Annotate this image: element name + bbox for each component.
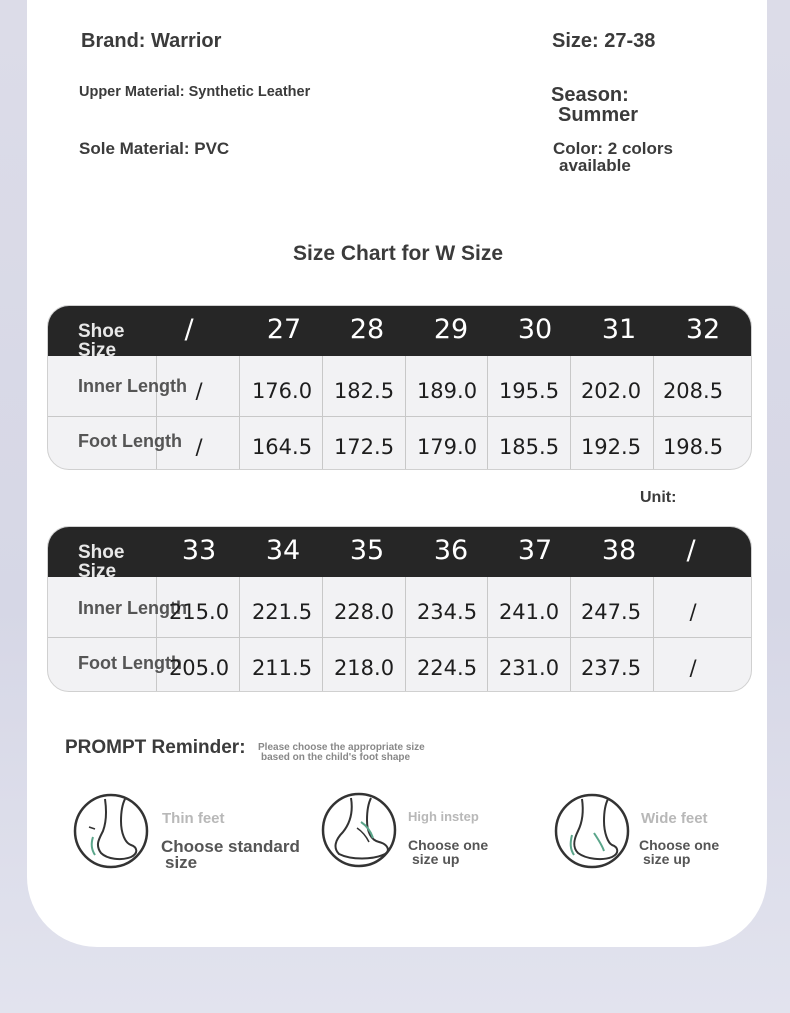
unit-label: Unit: bbox=[640, 489, 677, 506]
foot-high-instep-icon bbox=[321, 792, 397, 868]
tip-text-high-instep bbox=[408, 838, 488, 866]
table-cell: / bbox=[195, 435, 203, 459]
color-label: Color: 2 colors bbox=[553, 139, 673, 158]
tip-title-high-instep: High instep bbox=[408, 809, 479, 824]
table-cell: / bbox=[689, 656, 697, 680]
tip-text-high-instep-line2: size up bbox=[412, 851, 460, 867]
table-cell: 198.5 bbox=[662, 435, 724, 459]
size-cell: 32 bbox=[685, 314, 721, 345]
prompt-note bbox=[258, 743, 425, 763]
tip-text-wide bbox=[639, 838, 719, 866]
header-label bbox=[78, 322, 148, 360]
table-cell: 224.5 bbox=[416, 656, 478, 680]
size-cell: 29 bbox=[433, 314, 469, 345]
table-cell: 179.0 bbox=[416, 435, 478, 459]
table-cell: 215.0 bbox=[168, 600, 230, 624]
table-cell: 234.5 bbox=[416, 600, 478, 624]
table-cell: 228.0 bbox=[333, 600, 395, 624]
table-cell: 195.5 bbox=[498, 379, 560, 403]
table-cell: / bbox=[195, 379, 203, 403]
size-table-2 bbox=[47, 526, 752, 692]
size-range-text: Size: 27-38 bbox=[552, 30, 656, 52]
row-label-foot-length: Foot Length bbox=[78, 431, 182, 451]
row-divider bbox=[48, 637, 751, 638]
table-cell: 189.0 bbox=[416, 379, 478, 403]
header-label-line2: Size bbox=[78, 561, 117, 582]
sole-material-text: Sole Material: PVC bbox=[79, 139, 230, 158]
size-cell: 30 bbox=[517, 314, 553, 345]
table-cell: 172.5 bbox=[333, 435, 395, 459]
tip-text-thin bbox=[161, 839, 300, 871]
table-cell: 221.5 bbox=[251, 600, 313, 624]
foot-wide-icon bbox=[554, 793, 630, 869]
size-cell: 38 bbox=[601, 535, 637, 566]
color-text bbox=[553, 140, 723, 174]
tip-text-thin-line2: size bbox=[165, 853, 198, 872]
prompt-note-line2: based on the child's foot shape bbox=[261, 752, 411, 763]
tip-text-high-instep-line1: Choose one bbox=[408, 837, 489, 853]
column-divider bbox=[156, 356, 157, 469]
table-cell: 247.5 bbox=[580, 600, 642, 624]
season-text bbox=[551, 85, 671, 125]
size-cell: 36 bbox=[433, 535, 469, 566]
size-cell: / bbox=[686, 535, 696, 566]
size-cell: 28 bbox=[349, 314, 385, 345]
size-cell: 33 bbox=[181, 535, 217, 566]
table-cell: / bbox=[689, 600, 697, 624]
table-cell: 231.0 bbox=[498, 656, 560, 680]
table-cell: 218.0 bbox=[333, 656, 395, 680]
tip-text-wide-line1: Choose one bbox=[639, 837, 720, 853]
table-cell: 182.5 bbox=[333, 379, 395, 403]
row-label-inner-length: Inner Length bbox=[78, 598, 187, 618]
table-cell: 237.5 bbox=[580, 656, 642, 680]
tip-title-wide: Wide feet bbox=[641, 810, 708, 827]
prompt-title: PROMPT Reminder: bbox=[65, 737, 246, 758]
table-cell: 185.5 bbox=[498, 435, 560, 459]
row-divider bbox=[48, 416, 751, 417]
table-cell: 176.0 bbox=[251, 379, 313, 403]
size-cell: 34 bbox=[265, 535, 301, 566]
table-cell: 208.5 bbox=[662, 379, 724, 403]
header-label-line2: Size bbox=[78, 340, 117, 361]
header-label bbox=[78, 543, 148, 581]
table-cell: 241.0 bbox=[498, 600, 560, 624]
size-cell: 27 bbox=[266, 314, 302, 345]
size-cell: 37 bbox=[517, 535, 553, 566]
size-table-1 bbox=[47, 305, 752, 470]
upper-material-text: Upper Material: Synthetic Leather bbox=[79, 84, 311, 100]
size-chart-title: Size Chart for W Size bbox=[293, 242, 504, 265]
table-cell: 211.5 bbox=[251, 656, 313, 680]
tip-title-thin: Thin feet bbox=[162, 810, 225, 827]
tip-text-wide-line2: size up bbox=[643, 851, 691, 867]
brand-text: Brand: Warrior bbox=[81, 30, 222, 52]
season-label: Season: bbox=[551, 84, 629, 106]
row-label-foot-length: Foot Length bbox=[78, 653, 182, 673]
prompt-note-line1: Please choose the appropriate size bbox=[258, 742, 425, 753]
table-cell: 202.0 bbox=[580, 379, 642, 403]
header-label-line1: Shoe bbox=[78, 321, 125, 342]
row-label-inner-length: Inner Length bbox=[78, 376, 187, 396]
header-label-line1: Shoe bbox=[78, 542, 125, 563]
size-cell: 31 bbox=[601, 314, 637, 345]
tip-text-thin-line1: Choose standard bbox=[161, 837, 300, 856]
foot-thin-icon bbox=[73, 793, 149, 869]
size-cell: 35 bbox=[349, 535, 385, 566]
table-cell: 205.0 bbox=[168, 656, 230, 680]
color-value: available bbox=[559, 156, 631, 175]
size-cell: / bbox=[184, 314, 194, 345]
table-cell: 192.5 bbox=[580, 435, 642, 459]
season-value: Summer bbox=[558, 104, 639, 126]
table-cell: 164.5 bbox=[251, 435, 313, 459]
